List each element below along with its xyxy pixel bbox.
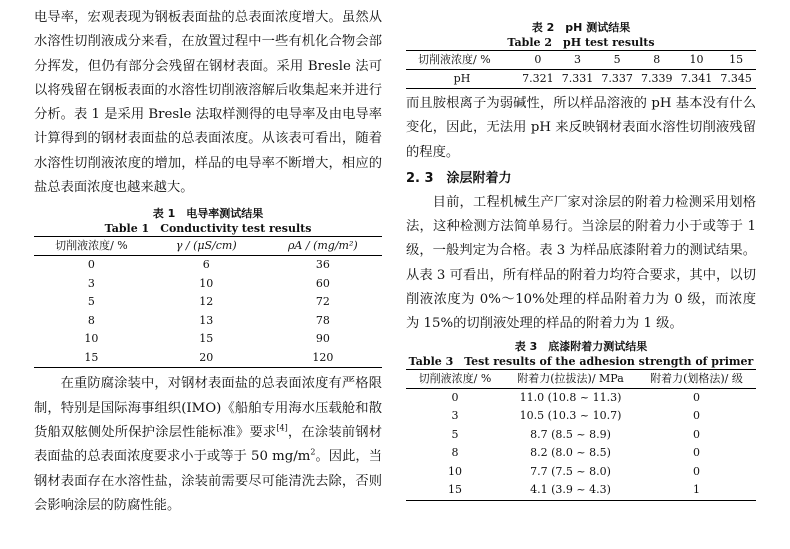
table3-cell: 8.7 (8.5 ~ 8.9)	[530, 427, 611, 441]
table2-ph-cell: 7.337	[597, 70, 637, 89]
table2-concentration-cell: 5	[597, 51, 637, 70]
table3-row	[406, 388, 756, 407]
table2-concentration-cell: 3	[558, 51, 598, 70]
table1-cell: 78	[315, 313, 330, 327]
table3-header-crosscut: 附着力(划格法)/ 级	[637, 369, 756, 388]
table1-cell: 15	[199, 332, 214, 346]
table1-cell: 8	[87, 313, 95, 327]
table3-cell: 0	[693, 390, 700, 404]
table3-cell: 0	[693, 427, 700, 441]
table3-cell: 0	[451, 390, 459, 404]
table3-cell: 0	[693, 409, 700, 423]
table3-header-concentration: 切削液浓度/ %	[406, 369, 504, 388]
table3-cell: 11.0 (10.8 ~ 11.3)	[519, 390, 622, 404]
table3-header-pulloff: 附着力(拉拔法)/ MPa	[504, 369, 637, 388]
right-column	[406, 0, 756, 501]
table1-row	[34, 330, 382, 349]
table2-caption	[406, 20, 756, 50]
table2-concentration-cell: 10	[677, 51, 717, 70]
table1-row	[34, 349, 382, 368]
table2-ph-cell: 7.345	[716, 70, 756, 89]
table1-row	[34, 293, 382, 312]
table2-concentration-cell: 15	[716, 51, 756, 70]
table2-caption-cn: 表 2 pH 测试结果	[531, 21, 631, 34]
table1-row	[34, 275, 382, 294]
table1-row	[34, 312, 382, 331]
paragraph-imo-standard	[34, 372, 382, 518]
table1-cell: 0	[87, 258, 95, 272]
table3-cell: 3	[451, 409, 459, 423]
table1-caption-cn: 表 1 电导率测试结果	[152, 207, 264, 221]
table3-cell: 7.7 (7.5 ~ 8.0)	[530, 464, 611, 478]
table3-cell: 4.1 (3.9 ~ 4.3)	[504, 481, 637, 500]
table1-header-salt-density: ρA / (mg/m²)	[264, 237, 382, 256]
table1-cell: 6	[202, 258, 210, 272]
table1-caption-en: Table 1 Conductivity test results	[104, 222, 312, 236]
table3-row	[406, 463, 756, 482]
table1-cell: 10	[199, 276, 214, 290]
table3-cell: 0	[693, 446, 700, 460]
table3-cell: 8	[451, 446, 459, 460]
table3-cell: 0	[693, 464, 700, 478]
table3-cell: 8.2 (8.0 ~ 8.5)	[530, 446, 611, 460]
table3-cell: 5	[451, 427, 459, 441]
table1-cell: 120	[264, 349, 382, 368]
table2-ph-cell: 7.339	[637, 70, 677, 89]
table1-cell: 72	[315, 295, 330, 309]
table2-row-label-ph: pH	[406, 70, 518, 89]
table3-caption	[406, 339, 756, 369]
table1-cell: 3	[87, 276, 95, 290]
table1-header-concentration: 切削液浓度/ %	[34, 237, 149, 256]
table2-concentration-cell: 8	[637, 51, 677, 70]
table3-row	[406, 426, 756, 445]
left-column	[34, 0, 382, 518]
table1-cell: 36	[315, 258, 330, 272]
section-heading-adhesion: 2. 3 涂层附着力	[406, 170, 512, 186]
table3-row	[406, 444, 756, 463]
table2-concentration-cell: 0	[518, 51, 558, 70]
table3-row	[406, 407, 756, 426]
table1-cell: 15	[34, 349, 149, 368]
table3-cell: 1	[637, 481, 756, 500]
paragraph-ph-discussion: 而且胺根离子为弱碱性，所以样品溶液的 pH 基本没有什么变化，因此，无法用 pH 来反映钢材表面水溶性切削液残留的程度。	[406, 96, 756, 160]
table2-ph-cell: 7.341	[677, 70, 717, 89]
citation-ref: [4]	[276, 423, 288, 433]
table1-cell: 12	[199, 295, 214, 309]
paragraph-imo-text-a: 在重防腐涂装中，对钢材表面盐的总表面浓度有严格限制，特别是国际海事组织(IMO)《船舶专用海水压载舱和散货船双舷侧处所保护涂层性能标准》要求	[34, 376, 382, 440]
table3-row	[406, 481, 756, 500]
paragraph-imo-text-c: 。因此，当钢材表面存在水溶性盐，涂装前需要尽可能清洗去除，否则会影响涂层的防腐性能。	[34, 449, 383, 513]
table1-cell: 20	[149, 349, 264, 368]
table1-row	[34, 256, 382, 275]
paragraph-conductivity-intro: 电导率，宏观表现为钢板表面盐的总表面浓度增大。虽然从水溶性切削液成分来看，在放置过程中一些有机化合物会部分挥发，但仍有部分会残留在钢材表面。采用 Bresle 法可以将残留在钢板表面的水溶性切削液溶解后收集起来并进行分析。表 1 是采用 Bresle 法取样测得的电导率及由电导率计算得到的钢材表面盐的总表面浓度。从该表可看出，随着水溶性切削液浓度的增加，样品的电导率不断增大，相应的盐总表面浓度也越来越大。	[34, 10, 382, 196]
table1-cell: 5	[87, 295, 95, 309]
table1-caption	[34, 206, 382, 236]
table3-caption-en: Table 3 Test results of the adhesion strength of primer	[408, 354, 754, 368]
table1-conductivity	[34, 236, 382, 368]
table3-cell: 10	[448, 464, 462, 478]
paragraph-adhesion: 目前，工程机械生产厂家对涂层的附着力检测采用划格法，这种检测方法简单易行。当涂层的附着力小于或等于 1 级，一般判定为合格。表 3 为样品底漆附着力的测试结果。从表 3 可看出，所有样品的附着力均符合要求，其中，以切削液浓度为 0%～10%处理的样品附着力为 0 级，而浓度为 15%的切削液处理的样品的附着力为 1 级。	[406, 194, 756, 332]
table2-row-label-concentration: 切削液浓度/ %	[406, 51, 518, 70]
table2-ph	[406, 50, 756, 89]
table3-adhesion	[406, 369, 756, 501]
table2-ph-cell: 7.331	[558, 70, 598, 89]
paragraph-imo-text-b: ，在涂装前钢材表面盐的总表面浓度要求小于或等于 50 mg/m	[34, 424, 383, 465]
table1-cell: 10	[84, 332, 99, 346]
table3-cell: 15	[406, 481, 504, 500]
table3-cell: 10.5 (10.3 ~ 10.7)	[519, 409, 622, 423]
table1-header-conductivity: γ / (μS/cm)	[149, 237, 264, 256]
table2-caption-en: Table 2 pH test results	[507, 36, 655, 49]
table1-cell: 13	[199, 313, 214, 327]
unit-superscript: 2	[310, 447, 316, 457]
table3-caption-cn: 表 3 底漆附着力测试结果	[514, 339, 648, 353]
table2-ph-cell: 7.321	[518, 70, 558, 89]
table1-cell: 60	[315, 276, 330, 290]
table1-cell: 90	[315, 332, 330, 346]
